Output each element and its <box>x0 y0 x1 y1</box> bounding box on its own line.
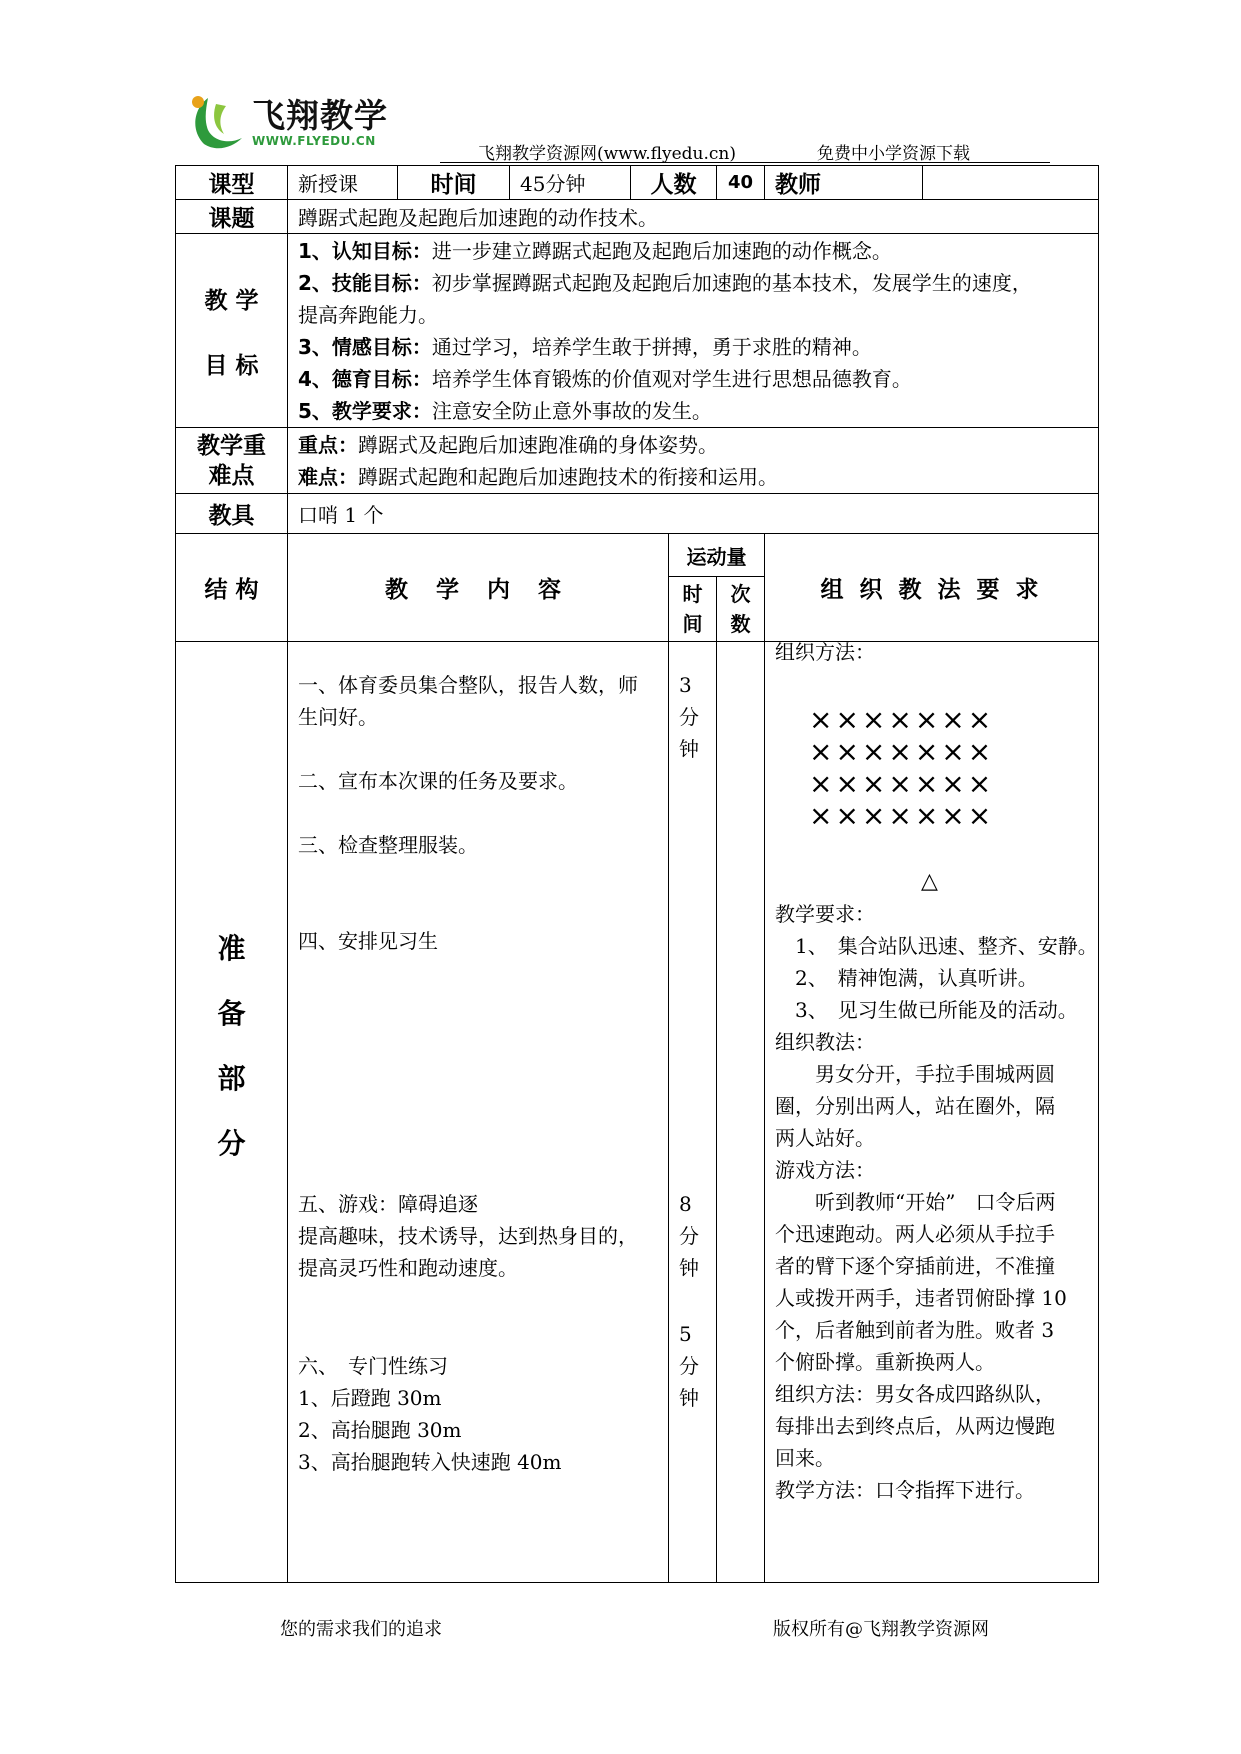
goal-item: 4、德育目标：培养学生体育锻炼的价值观对学生进行思想品德教育。 <box>298 366 912 391</box>
content-line: 2、高抬腿跑 30m <box>298 1418 462 1442</box>
count-label: 人数 <box>631 166 717 200</box>
method-line: 2、 精神饱满，认真听讲。 <box>795 966 1038 990</box>
goals-list <box>288 234 1099 428</box>
method-line: 教学要求： <box>775 902 875 926</box>
focus-line: 重点：蹲踞式及起跑后加速跑准确的身体姿势。 <box>298 432 718 457</box>
content-line: 3、高抬腿跑转入快速跑 40m <box>298 1450 562 1474</box>
type-value: 新授课 <box>288 166 398 200</box>
teacher-triangle-icon: △ <box>921 869 938 894</box>
method-line: 圈，分别出两人，站在圈外，隔 <box>775 1094 1055 1118</box>
teacher-label: 教师 <box>765 166 923 200</box>
tools-value: 口哨 1 个 <box>288 494 1099 534</box>
goals-label-b: 目 标 <box>204 352 259 379</box>
formation-grid <box>809 704 994 832</box>
method-line: 游戏方法： <box>775 1158 875 1182</box>
method-line: 两人站好。 <box>775 1126 875 1150</box>
content-line: 二、宣布本次课的任务及要求。 <box>298 769 578 793</box>
type-label: 课型 <box>176 166 288 200</box>
footer-right: 版权所有@飞翔教学资源网 <box>773 1619 989 1640</box>
method-line: 个俯卧撑。重新换两人。 <box>775 1350 995 1374</box>
keypoints-row <box>176 428 1099 494</box>
content-cell <box>288 642 669 1583</box>
topic-value: 蹲踞式起跑及起跑后加速跑的动作技术。 <box>288 200 1099 234</box>
method-line: 组织方法： <box>775 640 875 664</box>
content-line: 一、体育委员集合整队，报告人数，师 <box>298 673 638 697</box>
method-line: 人或拨开两手，违者罚俯卧撑 10 <box>775 1286 1067 1310</box>
keypoints-label-b: 难点 <box>208 462 255 489</box>
info-row <box>176 166 1099 200</box>
teacher-value <box>923 166 1099 200</box>
difficult-line: 难点：蹲踞式起跑和起跑后加速跑技术的衔接和运用。 <box>298 464 778 489</box>
method-header: 组 织 教 法 要 求 <box>765 534 1099 642</box>
tools-label: 教具 <box>176 494 288 534</box>
time-line: 分 <box>679 705 699 729</box>
reps-cell <box>717 642 765 1583</box>
time-line: 钟 <box>679 1256 699 1280</box>
goals-label-a: 教 学 <box>204 287 259 314</box>
goal-item: 1、认知目标：进一步建立蹲踞式起跑及起跑后加速跑的动作概念。 <box>298 238 892 263</box>
goal-item: 2、技能目标：初步掌握蹲踞式起跑及起跑后加速跑的基本技术，发展学生的速度， <box>298 270 1032 295</box>
reps-subheader: 次数 <box>717 577 765 642</box>
logo-mark-icon <box>186 90 250 154</box>
time-line: 8 <box>679 1192 692 1216</box>
content-line: 提高灵巧性和跑动速度。 <box>298 1256 518 1280</box>
topic-row <box>176 200 1099 234</box>
method-line: 每排出去到终点后，从两边慢跑 <box>775 1414 1055 1438</box>
preparation-row <box>176 642 1099 1583</box>
footer-left: 您的需求我们的追求 <box>280 1619 442 1640</box>
content-line: 1、后蹬跑 30m <box>298 1386 442 1410</box>
formation-row: ××××××× <box>809 735 995 768</box>
time-value: 45分钟 <box>510 166 631 200</box>
goal-item: 3、情感目标：通过学习，培养学生敢于拼搏，勇于求胜的精神。 <box>298 334 872 359</box>
content-line: 六、 专门性练习 <box>298 1354 448 1378</box>
time-subheader: 时间 <box>669 577 717 642</box>
keypoints-content <box>288 428 1099 494</box>
topic-label: 课题 <box>176 200 288 234</box>
method-line: 听到教师“开始” 口令后两 <box>775 1190 1056 1214</box>
header-rule <box>440 162 1050 163</box>
goal-item: 提高奔跑能力。 <box>298 302 438 327</box>
keypoints-label <box>176 428 288 494</box>
method-line: 组织方法：男女各成四路纵队， <box>775 1382 1055 1406</box>
load-header: 运动量 <box>669 534 765 577</box>
formation-row: ××××××× <box>809 767 995 800</box>
method-line: 者的臂下逐个穿插前进，不准撞 <box>775 1254 1055 1278</box>
formation-row: ××××××× <box>809 703 995 736</box>
content-line: 三、检查整理服装。 <box>298 833 478 857</box>
formation-row: ××××××× <box>809 799 995 832</box>
time-line: 钟 <box>679 1386 699 1410</box>
method-line: 个迅速跑动。两人必须从手拉手 <box>775 1222 1055 1246</box>
method-line: 教学方法：口令指挥下进行。 <box>775 1478 1035 1502</box>
method-line: 组织教法： <box>775 1030 875 1054</box>
logo-url: WWW.FLYEDU.CN <box>252 134 376 148</box>
logo-text: 飞翔教学 <box>252 96 388 135</box>
lesson-plan-table <box>175 165 1099 1583</box>
count-value: 40 <box>717 166 765 200</box>
method-line: 男女分开，手拉手围城两圆 <box>775 1062 1055 1086</box>
section-header-row <box>176 534 1099 577</box>
content-line: 生问好。 <box>298 705 378 729</box>
structure-header: 结 构 <box>176 534 288 642</box>
time-line: 钟 <box>679 737 699 761</box>
method-line: 回来。 <box>775 1446 835 1470</box>
time-line: 分 <box>679 1354 699 1378</box>
time-line: 5 <box>679 1322 692 1346</box>
method-line: 个，后者触到前者为胜。败者 3 <box>775 1318 1055 1342</box>
content-line: 提高趣味，技术诱导，达到热身目的， <box>298 1224 638 1248</box>
method-cell <box>765 642 1099 1583</box>
method-line: 1、 集合站队迅速、整齐、安静。 <box>795 934 1098 958</box>
method-line: 3、 见习生做已所能及的活动。 <box>795 998 1078 1022</box>
goal-item: 5、教学要求：注意安全防止意外事故的发生。 <box>298 398 712 423</box>
logo <box>186 90 406 160</box>
goals-label <box>176 234 288 428</box>
site-header-link[interactable]: 飞翔教学资源网(www.flyedu.cn) <box>478 144 737 164</box>
time-label: 时间 <box>398 166 510 200</box>
site-slogan: 免费中小学资源下载 <box>817 144 970 164</box>
time-line: 分 <box>679 1224 699 1248</box>
content-header: 教 学 内 容 <box>288 534 669 642</box>
time-cell <box>669 642 717 1583</box>
content-line: 五、游戏：障碍追逐 <box>298 1192 478 1216</box>
section-label-chars: 准 备 部 分 <box>217 932 246 1160</box>
tools-row <box>176 494 1099 534</box>
time-line: 3 <box>679 673 692 697</box>
section-label <box>176 642 288 1583</box>
content-line: 四、安排见习生 <box>298 929 438 953</box>
keypoints-label-a: 教学重 <box>197 432 266 459</box>
goals-row <box>176 234 1099 428</box>
